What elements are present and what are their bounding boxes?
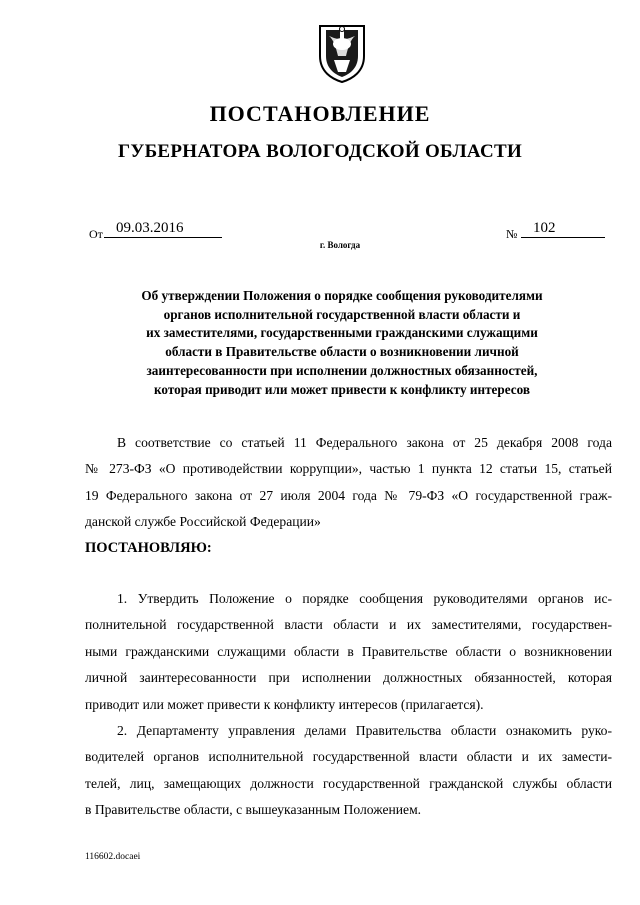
text-line: ными гражданскими служащими области в Правительстве области о возникновении (85, 643, 612, 659)
subject-line: заинтересованности при исполнении должностных обязанностей, (146, 362, 538, 378)
text-line: приводит или может привести к конфликту интересов (прилагается). (85, 696, 484, 712)
text-line: В соответствие со статьей 11 Федерального закона от 25 декабря 2008 года (117, 435, 612, 450)
document-title: ПОСТАНОВЛЕНИЕ (209, 101, 431, 126)
text-line: водителей органов исполнительной государственной власти области и их замести- (85, 749, 612, 765)
text-line: личной заинтересованности при исполнении должностных обязанностей, которая (85, 670, 612, 686)
document-number: 102 (521, 219, 605, 238)
number-label: № (506, 227, 518, 241)
item-1-paragraph (85, 586, 612, 718)
file-reference: 116602.docaei (85, 852, 141, 862)
subject-line: их заместителями, государственными гражданскими служащими (146, 325, 538, 341)
subject-line: органов исполнительной государственной власти области и (163, 306, 521, 322)
text-line: 2. Департаменту управления делами Правительства области ознакомить руко- (117, 723, 612, 738)
text-line: 1. Утвердить Положение о порядке сообщения руководителями органов ис- (117, 591, 612, 606)
date-label: От (89, 227, 103, 241)
preamble-paragraph (85, 430, 612, 536)
city: г. Вологда (319, 240, 361, 250)
text-line: телей, лиц, замещающих должности государственной гражданской службы области (85, 775, 612, 791)
subject-line: Об утверждении Положения о порядке сообщения руководителями (141, 288, 543, 303)
item-2-paragraph (85, 718, 612, 824)
text-line: № 273-ФЗ «О противодействии коррупции», частью 1 пункта 12 статьи 15, статьей (85, 461, 612, 477)
document-subtitle: ГУБЕРНАТОРА ВОЛОГОДСКОЙ ОБЛАСТИ (117, 141, 523, 162)
text-line: в Правительстве области, с вышеуказанным Положением. (85, 802, 422, 818)
decree-heading: ПОСТАНОВЛЯЮ: (85, 540, 212, 556)
document-subject (90, 287, 594, 399)
text-line: данской службе Российской Федерации» (85, 514, 321, 530)
text-line: полнительной государственной власти области и их заместителями, государствен- (85, 617, 612, 633)
document-date: 09.03.2016 (104, 219, 222, 238)
text-line: 19 Федерального закона от 27 июля 2004 года № 79-ФЗ «О государственной граж- (85, 487, 612, 503)
coat-of-arms-emblem (316, 22, 368, 84)
subject-line: которая приводит или может привести к конфликту интересов (153, 381, 530, 397)
subject-line: области в Правительстве области о возникновении личной (165, 344, 519, 360)
